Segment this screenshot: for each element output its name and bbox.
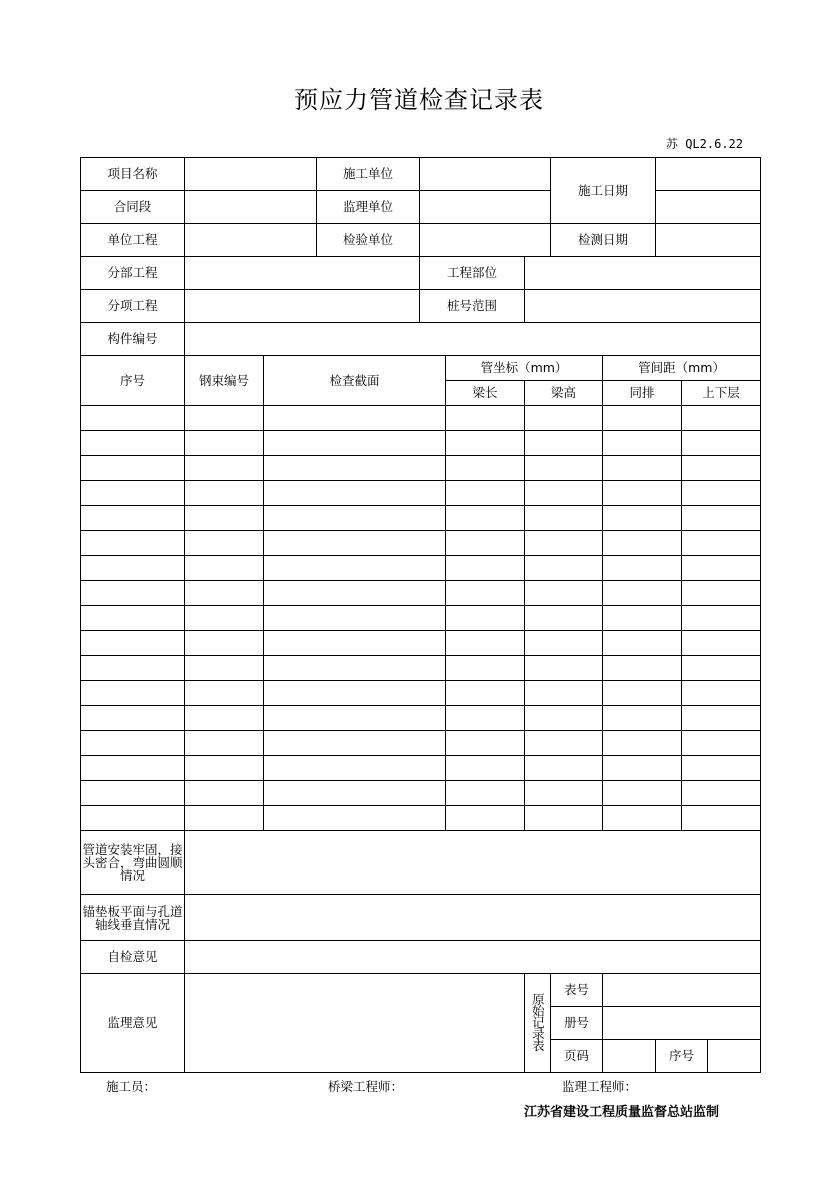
table-cell[interactable] [81,781,185,806]
table-cell[interactable] [682,481,761,506]
inspection-unit-field[interactable] [420,224,551,257]
table-cell[interactable] [264,606,446,631]
table-cell[interactable] [525,656,603,681]
label: 监理单位 [317,191,420,224]
table-cell[interactable] [525,556,603,581]
seq-no-field[interactable] [708,1040,761,1073]
table-row [81,756,761,781]
table-cell[interactable] [81,731,185,756]
table-cell[interactable] [446,731,525,756]
table-cell[interactable] [525,406,603,431]
table-cell[interactable] [81,531,185,556]
pipe-install-field[interactable] [185,831,761,895]
table-cell[interactable] [603,781,682,806]
label: 锚垫板平面与孔道轴线垂直情况 [81,895,185,941]
table-cell[interactable] [185,431,264,456]
division-project-field[interactable] [185,257,420,290]
col-header: 检查截面 [264,356,446,406]
anchor-plate-field[interactable] [185,895,761,941]
table-row [81,681,761,706]
table-cell[interactable] [525,631,603,656]
construction-date-end-field[interactable] [656,191,761,224]
table-cell[interactable] [81,756,185,781]
table-cell[interactable] [525,706,603,731]
table-cell[interactable] [682,406,761,431]
component-no-field[interactable] [185,323,761,356]
col-header: 管坐标（mm） [446,356,603,381]
table-cell[interactable] [185,406,264,431]
table-row [81,531,761,556]
table-cell[interactable] [525,756,603,781]
table-cell[interactable] [682,781,761,806]
col-header: 序号 [81,356,185,406]
subitem-project-field[interactable] [185,290,420,323]
table-cell[interactable] [264,681,446,706]
table-cell[interactable] [446,456,525,481]
table-cell[interactable] [603,606,682,631]
table-row [81,781,761,806]
label: 分部工程 [81,257,185,290]
contract-section-field[interactable] [185,191,317,224]
label: 项目名称 [81,158,185,191]
table-no-field[interactable] [603,974,761,1007]
table-cell[interactable] [81,806,185,831]
label: 序号 [656,1040,708,1073]
page-no-field[interactable] [603,1040,656,1073]
table-cell[interactable] [446,756,525,781]
label: 构件编号 [81,323,185,356]
table-cell[interactable] [682,706,761,731]
pile-range-field[interactable] [525,290,761,323]
col-header: 上下层 [682,381,761,406]
label: 工程部位 [420,257,525,290]
table-cell[interactable] [264,456,446,481]
label: 检验单位 [317,224,420,257]
table-cell[interactable] [682,606,761,631]
table-cell[interactable] [81,556,185,581]
table-cell[interactable] [603,556,682,581]
project-location-field[interactable] [525,257,761,290]
table-cell[interactable] [525,731,603,756]
page-title: 预应力管道检查记录表 [294,86,544,114]
table-cell[interactable] [81,706,185,731]
table-cell[interactable] [264,781,446,806]
table-cell[interactable] [185,606,264,631]
table-cell[interactable] [264,581,446,606]
label: 桩号范围 [420,290,525,323]
table-cell[interactable] [81,606,185,631]
table-cell[interactable] [525,681,603,706]
label: 册号 [551,1007,603,1040]
table-cell[interactable] [264,731,446,756]
table-cell[interactable] [603,431,682,456]
label: 监理意见 [81,974,185,1073]
table-cell[interactable] [264,431,446,456]
table-cell[interactable] [264,481,446,506]
table-cell[interactable] [446,431,525,456]
table-cell[interactable] [603,406,682,431]
label: 表号 [551,974,603,1007]
table-row [81,506,761,531]
table-cell[interactable] [81,581,185,606]
col-header: 管间距（mm） [603,356,761,381]
table-cell[interactable] [446,506,525,531]
table-row [81,631,761,656]
issuer: 江苏省建设工程质量监督总站监制 [524,1105,720,1120]
table-cell[interactable] [264,556,446,581]
table-cell[interactable] [81,456,185,481]
table-row [81,806,761,831]
col-header: 同排 [603,381,682,406]
table-cell[interactable] [525,806,603,831]
table-row [81,456,761,481]
table-row [81,431,761,456]
table-cell[interactable] [185,756,264,781]
table-cell[interactable] [603,506,682,531]
table-cell[interactable] [603,706,682,731]
table-cell[interactable] [185,581,264,606]
inspection-table [80,157,761,1073]
table-cell[interactable] [603,531,682,556]
label: 检测日期 [551,224,656,257]
self-check-field[interactable] [185,941,761,974]
table-cell[interactable] [185,656,264,681]
table-cell[interactable] [264,631,446,656]
project-name-field[interactable] [185,158,317,191]
table-cell[interactable] [525,531,603,556]
table-cell[interactable] [682,656,761,681]
table-cell[interactable] [682,556,761,581]
label: 自检意见 [81,941,185,974]
table-cell[interactable] [525,481,603,506]
table-cell[interactable] [446,806,525,831]
label: 单位工程 [81,224,185,257]
volume-no-field[interactable] [603,1007,761,1040]
table-cell[interactable] [446,656,525,681]
table-cell[interactable] [185,706,264,731]
supervising-engineer-signature: 监理工程师： [562,1079,638,1094]
table-cell[interactable] [185,481,264,506]
table-cell[interactable] [81,631,185,656]
table-row [81,656,761,681]
table-cell[interactable] [446,556,525,581]
table-row [81,606,761,631]
table-cell[interactable] [682,506,761,531]
table-cell[interactable] [682,806,761,831]
test-date-field[interactable] [656,224,761,257]
table-cell[interactable] [185,531,264,556]
table-cell[interactable] [525,506,603,531]
table-cell[interactable] [525,456,603,481]
table-cell[interactable] [682,756,761,781]
table-cell[interactable] [682,731,761,756]
table-cell[interactable] [264,656,446,681]
table-cell[interactable] [446,706,525,731]
table-cell[interactable] [264,806,446,831]
table-cell[interactable] [264,506,446,531]
table-cell[interactable] [446,481,525,506]
table-row [81,556,761,581]
table-cell[interactable] [603,656,682,681]
worker-signature: 施工员： [106,1079,157,1094]
table-cell[interactable] [264,706,446,731]
table-cell[interactable] [446,681,525,706]
label: 管道安装牢固，接头密合，弯曲圆顺情况 [81,831,185,895]
table-cell[interactable] [81,481,185,506]
table-cell[interactable] [603,581,682,606]
table-row [81,581,761,606]
table-cell[interactable] [81,431,185,456]
supervision-unit-field[interactable] [420,191,551,224]
table-cell[interactable] [185,731,264,756]
bridge-engineer-signature: 桥梁工程师： [328,1079,404,1094]
table-cell[interactable] [446,581,525,606]
table-row [81,481,761,506]
table-cell[interactable] [682,581,761,606]
table-cell[interactable] [81,681,185,706]
table-row [81,406,761,431]
table-cell[interactable] [525,606,603,631]
label: 页码 [551,1040,603,1073]
table-cell[interactable] [185,631,264,656]
table-cell[interactable] [446,406,525,431]
table-cell[interactable] [264,531,446,556]
label: 合同段 [81,191,185,224]
original-record-label: 原始记录表 [525,974,551,1073]
table-cell[interactable] [682,681,761,706]
table-row [81,706,761,731]
form-code: 苏 QL2.6.22 [665,137,743,151]
table-cell[interactable] [603,681,682,706]
table-cell[interactable] [81,506,185,531]
table-cell[interactable] [446,606,525,631]
table-cell[interactable] [525,431,603,456]
table-cell[interactable] [185,806,264,831]
table-cell[interactable] [682,631,761,656]
table-cell[interactable] [603,631,682,656]
col-header: 梁长 [446,381,525,406]
table-cell[interactable] [446,631,525,656]
label: 施工日期 [551,158,656,224]
table-cell[interactable] [264,406,446,431]
table-cell[interactable] [525,581,603,606]
table-cell[interactable] [185,456,264,481]
label: 施工单位 [317,158,420,191]
table-cell[interactable] [682,431,761,456]
unit-project-field[interactable] [185,224,317,257]
table-cell[interactable] [603,481,682,506]
table-cell[interactable] [185,556,264,581]
table-cell[interactable] [525,781,603,806]
construction-unit-field[interactable] [420,158,551,191]
table-cell[interactable] [446,531,525,556]
table-cell[interactable] [185,506,264,531]
table-row [81,731,761,756]
table-cell[interactable] [81,656,185,681]
table-cell[interactable] [682,531,761,556]
table-cell[interactable] [603,731,682,756]
table-cell[interactable] [446,781,525,806]
construction-date-start-field[interactable] [656,158,761,191]
table-cell[interactable] [185,781,264,806]
col-header: 钢束编号 [185,356,264,406]
table-cell[interactable] [81,406,185,431]
supervision-opinion-field[interactable] [185,974,525,1073]
table-cell[interactable] [603,806,682,831]
table-cell[interactable] [603,756,682,781]
table-cell[interactable] [682,456,761,481]
table-cell[interactable] [603,456,682,481]
table-cell[interactable] [185,681,264,706]
label: 分项工程 [81,290,185,323]
table-cell[interactable] [264,756,446,781]
col-header: 梁高 [525,381,603,406]
